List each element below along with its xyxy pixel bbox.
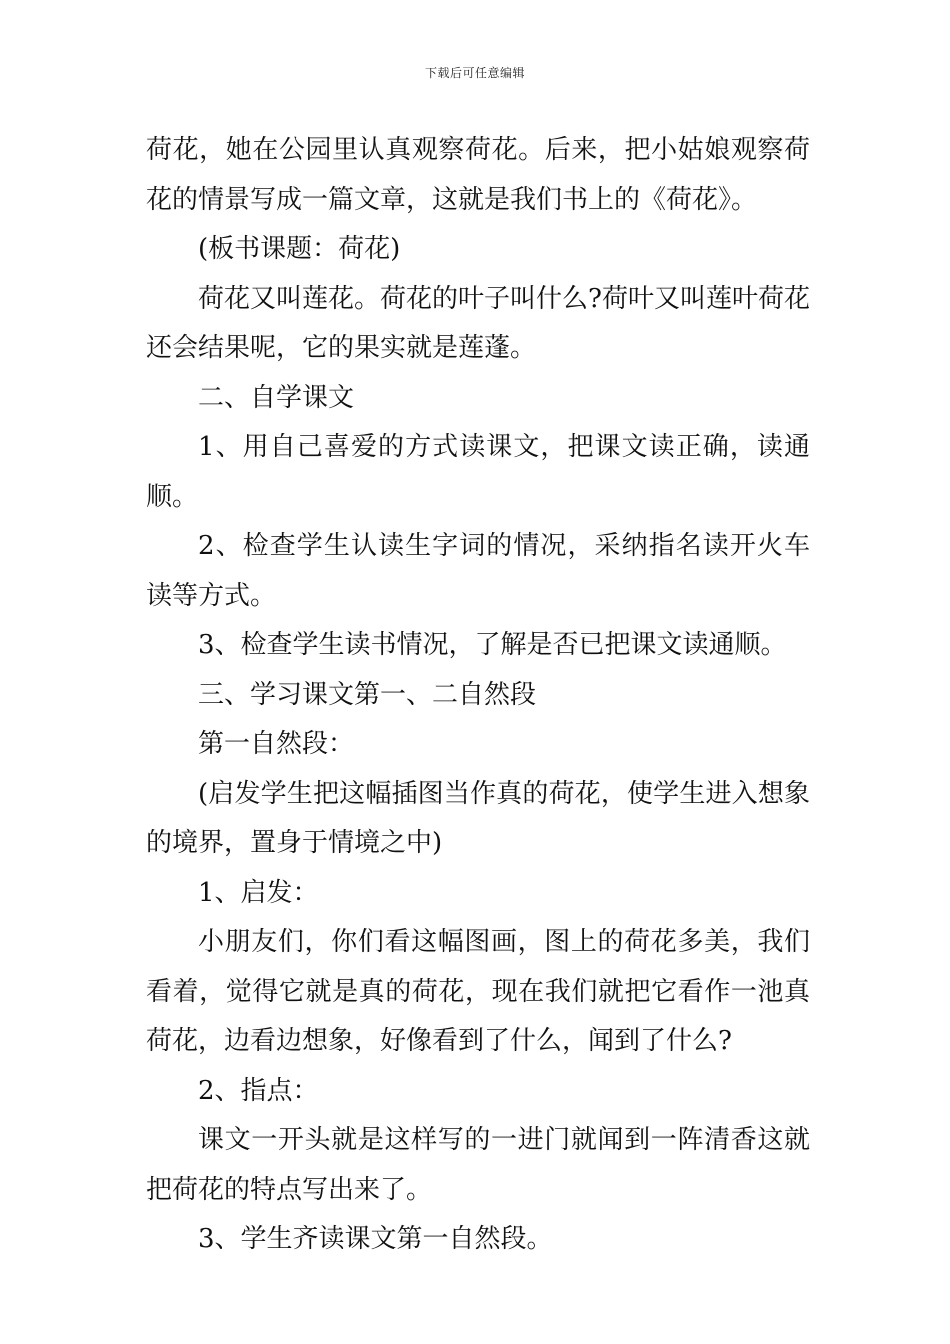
- section-heading: 二、自学课文: [198, 382, 355, 413]
- section-heading: 三、学习课文第一、二自然段: [198, 679, 537, 710]
- paragraph: (启发学生把这幅插图当作真的荷花，使学生进入想象的境界，置身于情境之中): [146, 778, 810, 858]
- subheading: 2、指点：: [198, 1075, 319, 1106]
- paragraph: 荷花又叫莲花。荷花的叶子叫什么?荷叶又叫莲叶荷花还会结果呢，它的果实就是莲蓬。: [146, 283, 810, 363]
- paragraph: 2、检查学生认读生字词的情况，采纳指名读开火车读等方式。: [146, 531, 810, 611]
- subheading: 1、启发：: [198, 877, 319, 908]
- paragraph: 荷花，她在公园里认真观察荷花。后来，把小姑娘观察荷花的情景写成一篇文章，这就是我们书上的《荷花》。: [146, 135, 810, 215]
- subheading: 第一自然段：: [198, 729, 355, 759]
- paragraph: (板书课题：荷花): [198, 234, 401, 264]
- paragraph: 1、用自己喜爱的方式读课文，把课文读正确，读通顺。: [146, 432, 810, 512]
- paragraph: 课文一开头就是这样写的一进门就闻到一阵清香这就把荷花的特点写出来了。: [146, 1125, 810, 1205]
- paragraph: 3、学生齐读课文第一自然段。: [198, 1224, 553, 1254]
- document-body: [146, 126, 810, 1265]
- page-header: 下载后可任意编辑: [424, 66, 525, 80]
- paragraph: 3、检查学生读书情况，了解是否已把课文读通顺。: [198, 630, 787, 660]
- paragraph: 小朋友们，你们看这幅图画，图上的荷花多美，我们看着，觉得它就是真的荷花，现在我们就把它看作一池真荷花，边看边想象，好像看到了什么，闻到了什么?: [146, 927, 810, 1056]
